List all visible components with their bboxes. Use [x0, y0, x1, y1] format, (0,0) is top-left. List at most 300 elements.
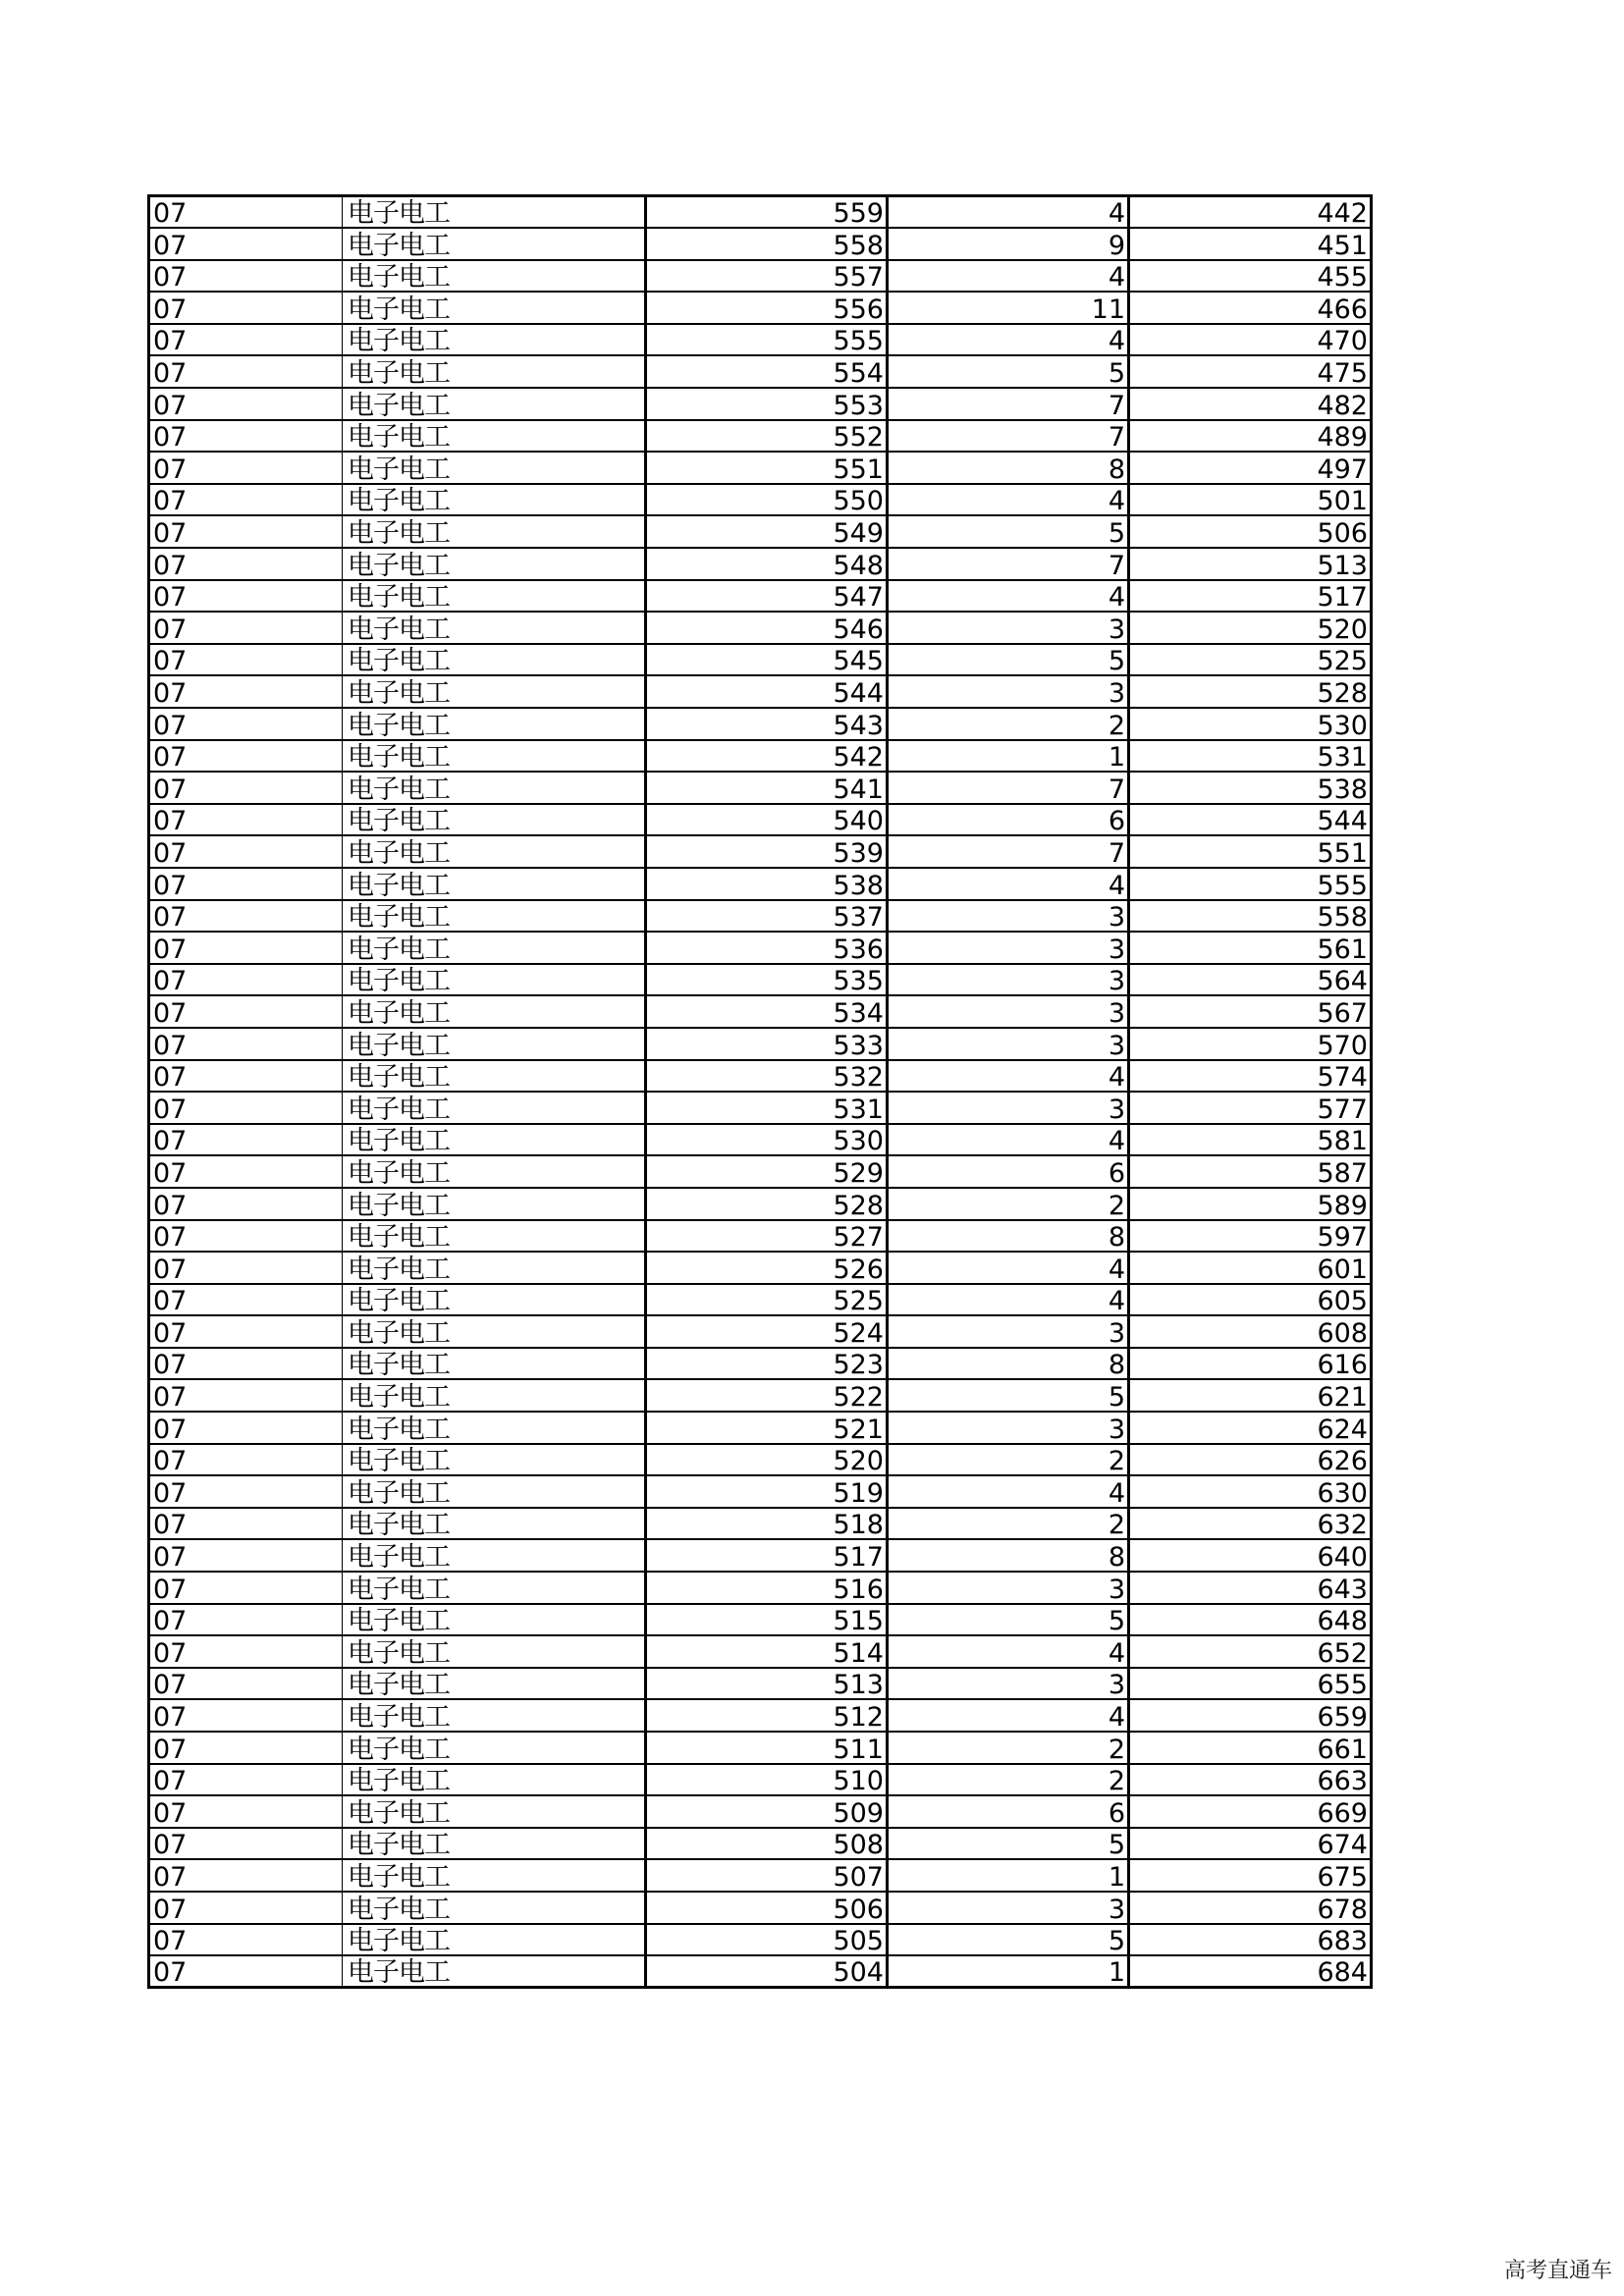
count-cell: 3 — [888, 900, 1129, 933]
count-cell: 6 — [888, 1795, 1129, 1828]
table-row — [149, 1475, 1372, 1508]
table-row — [149, 1220, 1372, 1253]
cumulative-count-cell: 648 — [1129, 1604, 1372, 1636]
table-row — [149, 675, 1372, 708]
score-cell: 504 — [646, 1955, 888, 1988]
major-name-cell: 电子电工 — [343, 675, 646, 708]
count-cell: 2 — [888, 1444, 1129, 1476]
score-distribution-table — [147, 194, 1373, 1989]
cumulative-count-cell: 674 — [1129, 1828, 1372, 1860]
table-row — [149, 1124, 1372, 1156]
table-row — [149, 1604, 1372, 1636]
count-cell: 4 — [888, 580, 1129, 613]
table-row — [149, 1539, 1372, 1572]
score-cell: 520 — [646, 1444, 888, 1476]
major-name-cell: 电子电工 — [343, 1828, 646, 1860]
category-code-cell: 07 — [149, 1475, 343, 1508]
major-name-cell: 电子电工 — [343, 1508, 646, 1540]
category-code-cell: 07 — [149, 1028, 343, 1060]
major-name-cell: 电子电工 — [343, 388, 646, 420]
major-name-cell: 电子电工 — [343, 1699, 646, 1732]
category-code-cell: 07 — [149, 1955, 343, 1988]
major-name-cell: 电子电工 — [343, 1155, 646, 1188]
category-code-cell: 07 — [149, 1732, 343, 1764]
count-cell: 3 — [888, 612, 1129, 644]
table-row — [149, 420, 1372, 453]
category-code-cell: 07 — [149, 292, 343, 324]
cumulative-count-cell: 640 — [1129, 1539, 1372, 1572]
major-name-cell: 电子电工 — [343, 1124, 646, 1156]
category-code-cell: 07 — [149, 804, 343, 836]
category-code-cell: 07 — [149, 420, 343, 453]
score-cell: 509 — [646, 1795, 888, 1828]
table-row — [149, 548, 1372, 580]
score-cell: 506 — [646, 1892, 888, 1924]
cumulative-count-cell: 530 — [1129, 708, 1372, 740]
cumulative-count-cell: 442 — [1129, 196, 1372, 229]
cumulative-count-cell: 669 — [1129, 1795, 1372, 1828]
cumulative-count-cell: 652 — [1129, 1635, 1372, 1668]
score-cell: 528 — [646, 1188, 888, 1220]
table-row — [149, 1188, 1372, 1220]
score-cell: 539 — [646, 835, 888, 868]
count-cell: 1 — [888, 740, 1129, 773]
major-name-cell: 电子电工 — [343, 1028, 646, 1060]
category-code-cell: 07 — [149, 1220, 343, 1253]
count-cell: 1 — [888, 1955, 1129, 1988]
cumulative-count-cell: 605 — [1129, 1284, 1372, 1316]
category-code-cell: 07 — [149, 1252, 343, 1284]
cumulative-count-cell: 558 — [1129, 900, 1372, 933]
table-row — [149, 1572, 1372, 1604]
major-name-cell: 电子电工 — [343, 772, 646, 804]
category-code-cell: 07 — [149, 964, 343, 996]
category-code-cell: 07 — [149, 1412, 343, 1444]
score-cell: 536 — [646, 932, 888, 964]
category-code-cell: 07 — [149, 324, 343, 356]
major-name-cell: 电子电工 — [343, 1252, 646, 1284]
cumulative-count-cell: 659 — [1129, 1699, 1372, 1732]
category-code-cell: 07 — [149, 1668, 343, 1700]
score-cell: 505 — [646, 1924, 888, 1956]
major-name-cell: 电子电工 — [343, 1092, 646, 1124]
cumulative-count-cell: 517 — [1129, 580, 1372, 613]
count-cell: 4 — [888, 1124, 1129, 1156]
category-code-cell: 07 — [149, 1795, 343, 1828]
category-code-cell: 07 — [149, 1635, 343, 1668]
cumulative-count-cell: 663 — [1129, 1764, 1372, 1796]
major-name-cell: 电子电工 — [343, 1892, 646, 1924]
count-cell: 3 — [888, 1315, 1129, 1348]
score-cell: 542 — [646, 740, 888, 773]
table-row — [149, 292, 1372, 324]
cumulative-count-cell: 608 — [1129, 1315, 1372, 1348]
table-row — [149, 1892, 1372, 1924]
table-row — [149, 1699, 1372, 1732]
count-cell: 4 — [888, 324, 1129, 356]
table-row — [149, 1955, 1372, 1988]
category-code-cell: 07 — [149, 580, 343, 613]
cumulative-count-cell: 587 — [1129, 1155, 1372, 1188]
score-cell: 556 — [646, 292, 888, 324]
table-row — [149, 228, 1372, 260]
major-name-cell: 电子电工 — [343, 1604, 646, 1636]
major-name-cell: 电子电工 — [343, 1955, 646, 1988]
count-cell: 4 — [888, 196, 1129, 229]
category-code-cell: 07 — [149, 868, 343, 900]
major-name-cell: 电子电工 — [343, 835, 646, 868]
cumulative-count-cell: 675 — [1129, 1859, 1372, 1892]
count-cell: 6 — [888, 1155, 1129, 1188]
category-code-cell: 07 — [149, 835, 343, 868]
cumulative-count-cell: 466 — [1129, 292, 1372, 324]
score-cell: 508 — [646, 1828, 888, 1860]
count-cell: 4 — [888, 1699, 1129, 1732]
count-cell: 3 — [888, 1412, 1129, 1444]
major-name-cell: 电子电工 — [343, 964, 646, 996]
major-name-cell: 电子电工 — [343, 580, 646, 613]
category-code-cell: 07 — [149, 612, 343, 644]
major-name-cell: 电子电工 — [343, 708, 646, 740]
cumulative-count-cell: 470 — [1129, 324, 1372, 356]
major-name-cell: 电子电工 — [343, 644, 646, 676]
major-name-cell: 电子电工 — [343, 1859, 646, 1892]
score-cell: 548 — [646, 548, 888, 580]
table-row — [149, 484, 1372, 516]
cumulative-count-cell: 630 — [1129, 1475, 1372, 1508]
major-name-cell: 电子电工 — [343, 1412, 646, 1444]
score-cell: 555 — [646, 324, 888, 356]
category-code-cell: 07 — [149, 740, 343, 773]
count-cell: 2 — [888, 1764, 1129, 1796]
table-row — [149, 1028, 1372, 1060]
major-name-cell: 电子电工 — [343, 804, 646, 836]
cumulative-count-cell: 683 — [1129, 1924, 1372, 1956]
cumulative-count-cell: 561 — [1129, 932, 1372, 964]
cumulative-count-cell: 684 — [1129, 1955, 1372, 1988]
count-cell: 3 — [888, 932, 1129, 964]
count-cell: 8 — [888, 452, 1129, 484]
count-cell: 5 — [888, 644, 1129, 676]
cumulative-count-cell: 616 — [1129, 1348, 1372, 1380]
score-cell: 507 — [646, 1859, 888, 1892]
score-cell: 513 — [646, 1668, 888, 1700]
score-cell: 516 — [646, 1572, 888, 1604]
major-name-cell: 电子电工 — [343, 1732, 646, 1764]
cumulative-count-cell: 643 — [1129, 1572, 1372, 1604]
score-cell: 517 — [646, 1539, 888, 1572]
table-row — [149, 388, 1372, 420]
score-cell: 544 — [646, 675, 888, 708]
major-name-cell: 电子电工 — [343, 612, 646, 644]
table-row — [149, 1795, 1372, 1828]
count-cell: 2 — [888, 1188, 1129, 1220]
score-cell: 514 — [646, 1635, 888, 1668]
count-cell: 8 — [888, 1220, 1129, 1253]
cumulative-count-cell: 506 — [1129, 515, 1372, 548]
cumulative-count-cell: 589 — [1129, 1188, 1372, 1220]
category-code-cell: 07 — [149, 1379, 343, 1412]
table-row — [149, 1252, 1372, 1284]
count-cell: 3 — [888, 1572, 1129, 1604]
count-cell: 5 — [888, 1828, 1129, 1860]
count-cell: 4 — [888, 1252, 1129, 1284]
count-cell: 4 — [888, 868, 1129, 900]
category-code-cell: 07 — [149, 1539, 343, 1572]
cumulative-count-cell: 626 — [1129, 1444, 1372, 1476]
score-cell: 522 — [646, 1379, 888, 1412]
count-cell: 3 — [888, 1028, 1129, 1060]
score-cell: 550 — [646, 484, 888, 516]
cumulative-count-cell: 621 — [1129, 1379, 1372, 1412]
score-cell: 518 — [646, 1508, 888, 1540]
score-cell: 553 — [646, 388, 888, 420]
table-row — [149, 772, 1372, 804]
score-cell: 533 — [646, 1028, 888, 1060]
cumulative-count-cell: 601 — [1129, 1252, 1372, 1284]
count-cell: 9 — [888, 228, 1129, 260]
table-row — [149, 515, 1372, 548]
major-name-cell: 电子电工 — [343, 452, 646, 484]
category-code-cell: 07 — [149, 1572, 343, 1604]
major-name-cell: 电子电工 — [343, 420, 646, 453]
category-code-cell: 07 — [149, 515, 343, 548]
major-name-cell: 电子电工 — [343, 1444, 646, 1476]
table-row — [149, 804, 1372, 836]
cumulative-count-cell: 624 — [1129, 1412, 1372, 1444]
count-cell: 2 — [888, 1732, 1129, 1764]
category-code-cell: 07 — [149, 644, 343, 676]
cumulative-count-cell: 520 — [1129, 612, 1372, 644]
score-cell: 527 — [646, 1220, 888, 1253]
cumulative-count-cell: 451 — [1129, 228, 1372, 260]
score-cell: 541 — [646, 772, 888, 804]
category-code-cell: 07 — [149, 995, 343, 1028]
score-cell: 532 — [646, 1060, 888, 1093]
major-name-cell: 电子电工 — [343, 1475, 646, 1508]
major-name-cell: 电子电工 — [343, 196, 646, 229]
major-name-cell: 电子电工 — [343, 1060, 646, 1093]
score-cell: 519 — [646, 1475, 888, 1508]
score-cell: 543 — [646, 708, 888, 740]
table-row — [149, 452, 1372, 484]
major-name-cell: 电子电工 — [343, 900, 646, 933]
score-cell: 549 — [646, 515, 888, 548]
major-name-cell: 电子电工 — [343, 1764, 646, 1796]
table-row — [149, 932, 1372, 964]
count-cell: 5 — [888, 1924, 1129, 1956]
category-code-cell: 07 — [149, 1348, 343, 1380]
table-row — [149, 1060, 1372, 1093]
count-cell: 7 — [888, 548, 1129, 580]
table-row — [149, 196, 1372, 229]
table-row — [149, 1635, 1372, 1668]
category-code-cell: 07 — [149, 1828, 343, 1860]
score-cell: 538 — [646, 868, 888, 900]
table-body — [149, 196, 1372, 1988]
score-cell: 551 — [646, 452, 888, 484]
score-cell: 554 — [646, 355, 888, 388]
table-row — [149, 1348, 1372, 1380]
count-cell: 3 — [888, 675, 1129, 708]
table-row — [149, 1444, 1372, 1476]
count-cell: 5 — [888, 355, 1129, 388]
category-code-cell: 07 — [149, 675, 343, 708]
category-code-cell: 07 — [149, 708, 343, 740]
cumulative-count-cell: 661 — [1129, 1732, 1372, 1764]
major-name-cell: 电子电工 — [343, 995, 646, 1028]
category-code-cell: 07 — [149, 196, 343, 229]
table-row — [149, 1668, 1372, 1700]
cumulative-count-cell: 482 — [1129, 388, 1372, 420]
table-row — [149, 740, 1372, 773]
score-cell: 510 — [646, 1764, 888, 1796]
cumulative-count-cell: 525 — [1129, 644, 1372, 676]
count-cell: 5 — [888, 1379, 1129, 1412]
category-code-cell: 07 — [149, 1924, 343, 1956]
count-cell: 4 — [888, 260, 1129, 293]
cumulative-count-cell: 555 — [1129, 868, 1372, 900]
score-cell: 529 — [646, 1155, 888, 1188]
count-cell: 4 — [888, 484, 1129, 516]
category-code-cell: 07 — [149, 355, 343, 388]
cumulative-count-cell: 597 — [1129, 1220, 1372, 1253]
table-row — [149, 708, 1372, 740]
cumulative-count-cell: 528 — [1129, 675, 1372, 708]
category-code-cell: 07 — [149, 1124, 343, 1156]
table-row — [149, 1155, 1372, 1188]
count-cell: 3 — [888, 1668, 1129, 1700]
score-cell: 523 — [646, 1348, 888, 1380]
cumulative-count-cell: 531 — [1129, 740, 1372, 773]
cumulative-count-cell: 501 — [1129, 484, 1372, 516]
score-cell: 531 — [646, 1092, 888, 1124]
category-code-cell: 07 — [149, 1188, 343, 1220]
major-name-cell: 电子电工 — [343, 228, 646, 260]
cumulative-count-cell: 577 — [1129, 1092, 1372, 1124]
count-cell: 5 — [888, 1604, 1129, 1636]
count-cell: 11 — [888, 292, 1129, 324]
major-name-cell: 电子电工 — [343, 1795, 646, 1828]
count-cell: 8 — [888, 1539, 1129, 1572]
category-code-cell: 07 — [149, 772, 343, 804]
major-name-cell: 电子电工 — [343, 932, 646, 964]
major-name-cell: 电子电工 — [343, 1379, 646, 1412]
table-row — [149, 1828, 1372, 1860]
major-name-cell: 电子电工 — [343, 868, 646, 900]
score-cell: 521 — [646, 1412, 888, 1444]
table-row — [149, 355, 1372, 388]
cumulative-count-cell: 538 — [1129, 772, 1372, 804]
cumulative-count-cell: 570 — [1129, 1028, 1372, 1060]
count-cell: 7 — [888, 388, 1129, 420]
category-code-cell: 07 — [149, 1699, 343, 1732]
cumulative-count-cell: 544 — [1129, 804, 1372, 836]
cumulative-count-cell: 581 — [1129, 1124, 1372, 1156]
score-cell: 545 — [646, 644, 888, 676]
score-cell: 540 — [646, 804, 888, 836]
count-cell: 4 — [888, 1475, 1129, 1508]
score-cell: 535 — [646, 964, 888, 996]
score-cell: 515 — [646, 1604, 888, 1636]
major-name-cell: 电子电工 — [343, 260, 646, 293]
cumulative-count-cell: 497 — [1129, 452, 1372, 484]
table-row — [149, 1508, 1372, 1540]
score-cell: 534 — [646, 995, 888, 1028]
cumulative-count-cell: 564 — [1129, 964, 1372, 996]
count-cell: 8 — [888, 1348, 1129, 1380]
major-name-cell: 电子电工 — [343, 515, 646, 548]
category-code-cell: 07 — [149, 900, 343, 933]
category-code-cell: 07 — [149, 1060, 343, 1093]
count-cell: 2 — [888, 1508, 1129, 1540]
count-cell: 3 — [888, 1092, 1129, 1124]
table-row — [149, 1284, 1372, 1316]
category-code-cell: 07 — [149, 1604, 343, 1636]
major-name-cell: 电子电工 — [343, 1284, 646, 1316]
table-row — [149, 1315, 1372, 1348]
major-name-cell: 电子电工 — [343, 740, 646, 773]
score-cell: 552 — [646, 420, 888, 453]
count-cell: 4 — [888, 1060, 1129, 1093]
table-row — [149, 580, 1372, 613]
cumulative-count-cell: 513 — [1129, 548, 1372, 580]
cumulative-count-cell: 655 — [1129, 1668, 1372, 1700]
count-cell: 6 — [888, 804, 1129, 836]
major-name-cell: 电子电工 — [343, 1315, 646, 1348]
count-cell: 4 — [888, 1284, 1129, 1316]
category-code-cell: 07 — [149, 1155, 343, 1188]
score-cell: 546 — [646, 612, 888, 644]
table-row — [149, 868, 1372, 900]
table-row — [149, 324, 1372, 356]
count-cell: 1 — [888, 1859, 1129, 1892]
table-row — [149, 260, 1372, 293]
major-name-cell: 电子电工 — [343, 1924, 646, 1956]
count-cell: 7 — [888, 772, 1129, 804]
count-cell: 7 — [888, 420, 1129, 453]
category-code-cell: 07 — [149, 932, 343, 964]
table-row — [149, 995, 1372, 1028]
category-code-cell: 07 — [149, 1284, 343, 1316]
category-code-cell: 07 — [149, 1892, 343, 1924]
score-cell: 537 — [646, 900, 888, 933]
count-cell: 3 — [888, 995, 1129, 1028]
category-code-cell: 07 — [149, 548, 343, 580]
cumulative-count-cell: 567 — [1129, 995, 1372, 1028]
score-cell: 559 — [646, 196, 888, 229]
major-name-cell: 电子电工 — [343, 292, 646, 324]
score-cell: 524 — [646, 1315, 888, 1348]
category-code-cell: 07 — [149, 1764, 343, 1796]
major-name-cell: 电子电工 — [343, 1348, 646, 1380]
category-code-cell: 07 — [149, 228, 343, 260]
table-row — [149, 644, 1372, 676]
cumulative-count-cell: 475 — [1129, 355, 1372, 388]
score-cell: 530 — [646, 1124, 888, 1156]
score-cell: 526 — [646, 1252, 888, 1284]
table-row — [149, 1379, 1372, 1412]
cumulative-count-cell: 574 — [1129, 1060, 1372, 1093]
table-row — [149, 964, 1372, 996]
score-cell: 512 — [646, 1699, 888, 1732]
category-code-cell: 07 — [149, 1508, 343, 1540]
cumulative-count-cell: 455 — [1129, 260, 1372, 293]
major-name-cell: 电子电工 — [343, 1188, 646, 1220]
major-name-cell: 电子电工 — [343, 484, 646, 516]
count-cell: 7 — [888, 835, 1129, 868]
count-cell: 2 — [888, 708, 1129, 740]
